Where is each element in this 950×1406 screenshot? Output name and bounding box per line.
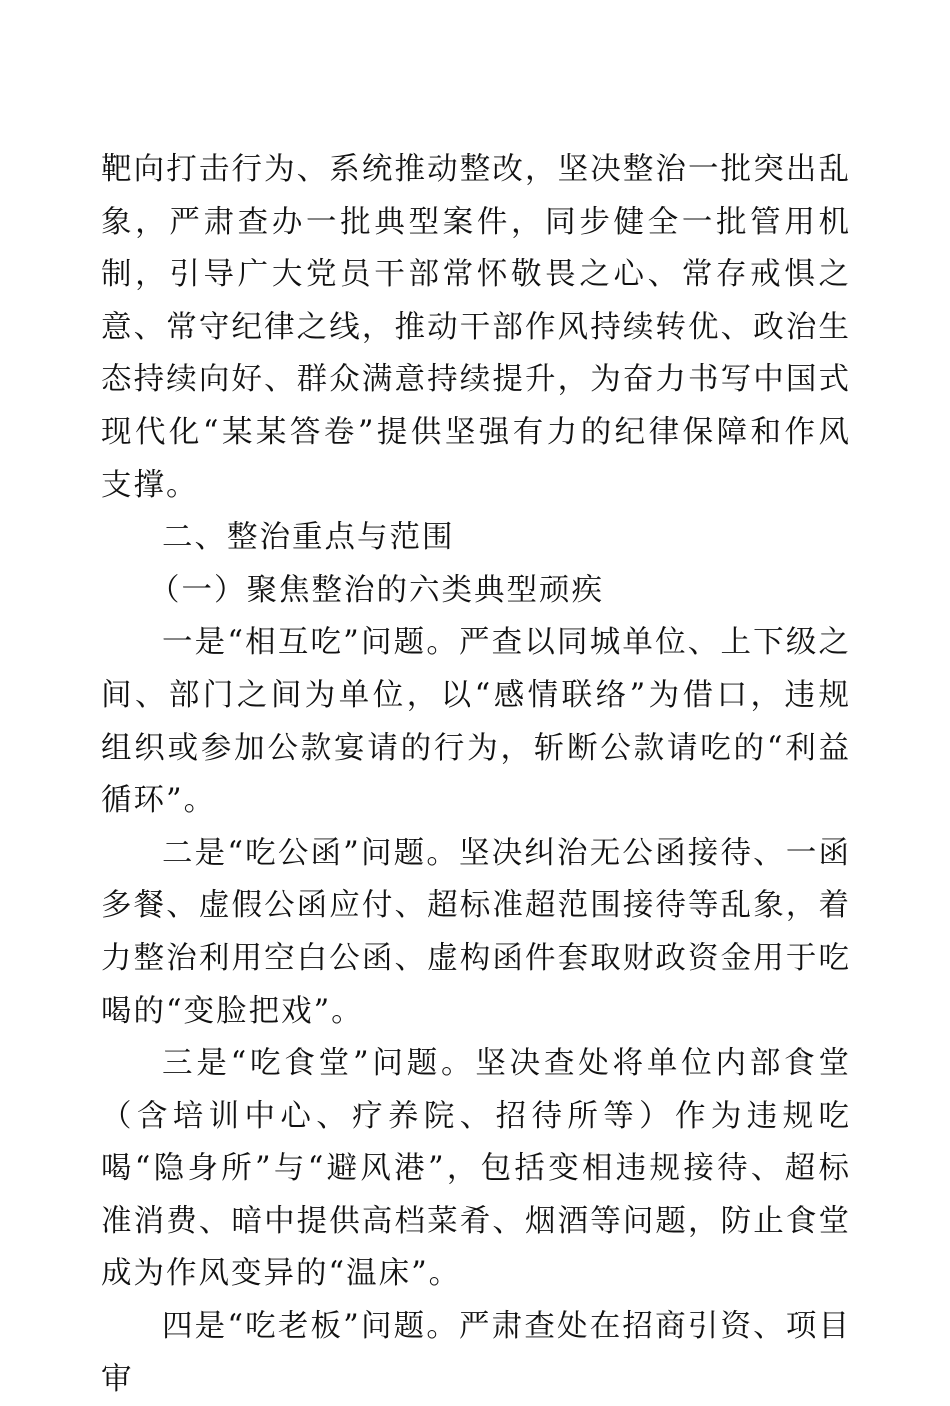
paragraph-item-2: 二是“吃公函”问题。坚决纠治无公函接待、一函多餐、虚假公函应付、超标准超范围接待等乱象，着力整治利用空白公函、虚构函件套取财政资金用于吃喝的“变脸把戏”。 <box>101 835 851 1029</box>
paragraph-continuation: 靶向打击行为、系统推动整改，坚决整治一批突出乱象，严肃查办一批典型案件，同步健全一批管用机制，引导广大党员干部常怀敬畏之心、常存戒惧之意、常守纪律之线，推动干部作风持续转优、政治生态持续向好、群众满意持续提升，为奋力书写中国式现代化“某某答卷”提供坚强有力的纪律保障和作风支撑。 <box>101 152 851 503</box>
document-body <box>101 144 851 1406</box>
section-heading: 二、整治重点与范围 <box>162 520 455 556</box>
paragraph-item-3: 三是“吃食堂”问题。坚决查处将单位内部食堂（含培训中心、疗养院、招待所等）作为违规吃喝“隐身所”与“避风港”，包括变相违规接待、超标准消费、暗中提供高档菜肴、烟酒等问题，防止食堂成为作风变异的“温床”。 <box>101 1046 851 1292</box>
paragraph-item-1: 一是“相互吃”问题。严查以同城单位、上下级之间、部门之间为单位，以“感情联络”为借口，违规组织或参加公款宴请的行为，斩断公款请吃的“利益循环”。 <box>101 625 851 819</box>
paragraph-item-4: 四是“吃老板”问题。严肃查处在招商引资、项目审 <box>101 1309 851 1397</box>
subsection-heading: （一）聚焦整治的六类典型顽疾 <box>149 572 604 608</box>
